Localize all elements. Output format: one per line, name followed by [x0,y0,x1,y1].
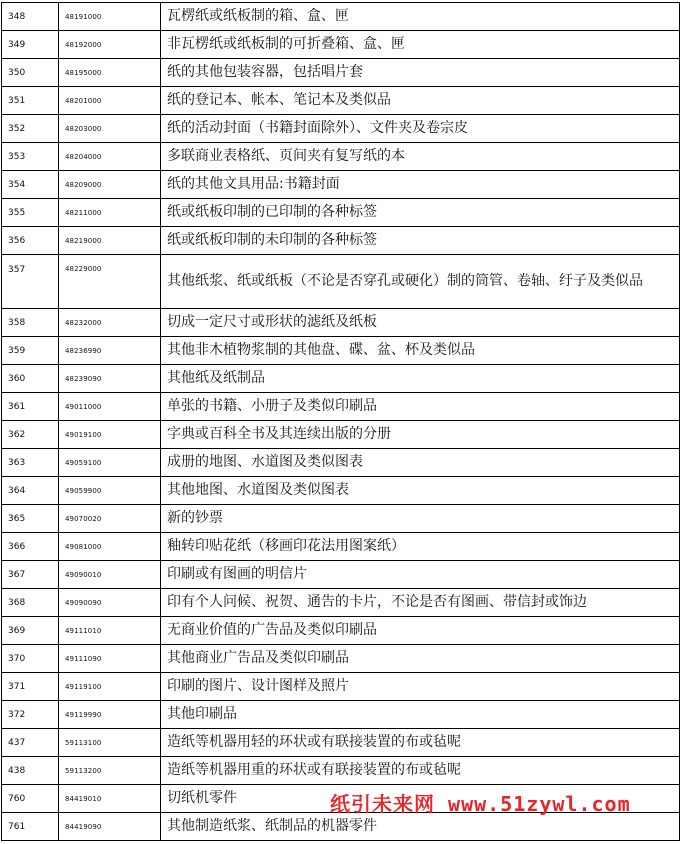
table-row [2,31,680,59]
item-description: 非瓦楞纸或纸板制的可折叠箱、盒、匣 [161,31,680,59]
item-description: 其他纸及纸制品 [161,365,680,393]
row-number: 438 [2,757,59,785]
table-row [2,199,680,227]
table-row [2,505,680,533]
hs-code: 49090090 [59,589,161,617]
table-row [2,309,680,337]
hs-code: 48209000 [59,171,161,199]
row-number: 357 [2,255,59,309]
table-row [2,561,680,589]
hs-code: 48239090 [59,365,161,393]
hs-code: 49119990 [59,701,161,729]
row-number: 364 [2,477,59,505]
row-number: 363 [2,449,59,477]
row-number: 354 [2,171,59,199]
item-description: 造纸等机器用轻的环状或有联接装置的布或毡呢 [161,729,680,757]
hs-code: 48219000 [59,227,161,255]
row-number: 361 [2,393,59,421]
table-row [2,337,680,365]
table-row [2,617,680,645]
item-description: 无商业价值的广告品及类似印刷品 [161,617,680,645]
row-number: 360 [2,365,59,393]
item-description: 纸或纸板印制的未印制的各种标签 [161,227,680,255]
row-number: 362 [2,421,59,449]
item-description: 纸的登记本、帐本、笔记本及类似品 [161,87,680,115]
table-row [2,589,680,617]
row-number: 352 [2,115,59,143]
row-number: 351 [2,87,59,115]
item-description: 多联商业表格纸、页间夹有复写纸的本 [161,143,680,171]
hs-code: 49011000 [59,393,161,421]
hs-code: 59113100 [59,729,161,757]
item-description: 瓦楞纸或纸板制的箱、盒、匣 [161,3,680,31]
item-description: 其他商业广告品及类似印刷品 [161,645,680,673]
hs-code: 48204000 [59,143,161,171]
item-description: 纸的活动封面（书籍封面除外）、文件夹及卷宗皮 [161,115,680,143]
item-description: 其他印刷品 [161,701,680,729]
row-number: 365 [2,505,59,533]
table-row [2,115,680,143]
row-number: 359 [2,337,59,365]
table-row [2,533,680,561]
item-description: 印刷或有图画的明信片 [161,561,680,589]
item-description: 其他纸浆、纸或纸板（不论是否穿孔或硬化）制的筒管、卷轴、纡子及类似品 [161,255,680,309]
table-row [2,421,680,449]
item-description: 单张的书籍、小册子及类似印刷品 [161,393,680,421]
table-row [2,143,680,171]
row-number: 356 [2,227,59,255]
item-description: 造纸等机器用重的环状或有联接装置的布或毡呢 [161,757,680,785]
item-description: 其他地图、水道图及类似图表 [161,477,680,505]
item-description: 其他制造纸浆、纸制品的机器零件 [161,813,680,841]
hs-code: 49081000 [59,533,161,561]
hs-code: 49059100 [59,449,161,477]
hs-code: 48195000 [59,59,161,87]
item-description: 釉转印贴花纸（移画印花法用图案纸） [161,533,680,561]
row-number: 372 [2,701,59,729]
row-number: 353 [2,143,59,171]
item-description: 其他非木植物浆制的其他盘、碟、盆、杯及类似品 [161,337,680,365]
item-description: 印有个人问候、祝贺、通告的卡片，不论是否有图画、带信封或饰边 [161,589,680,617]
hs-code: 84419090 [59,813,161,841]
hs-code: 49070020 [59,505,161,533]
row-number: 355 [2,199,59,227]
hs-code: 59113200 [59,757,161,785]
hs-code: 48201000 [59,87,161,115]
row-number: 760 [2,785,59,813]
table-row [2,729,680,757]
table-row [2,673,680,701]
row-number: 370 [2,645,59,673]
table-row [2,477,680,505]
item-description: 纸或纸板印制的已印制的各种标签 [161,199,680,227]
hs-code: 49111010 [59,617,161,645]
row-number: 348 [2,3,59,31]
hs-code: 48211000 [59,199,161,227]
table-row [2,449,680,477]
row-number: 366 [2,533,59,561]
item-description: 纸的其他文具用品:书籍封面 [161,171,680,199]
item-description: 切成一定尺寸或形状的滤纸及纸板 [161,309,680,337]
hs-code: 48203000 [59,115,161,143]
item-description: 新的钞票 [161,505,680,533]
hs-code: 49111090 [59,645,161,673]
item-description: 字典或百科全书及其连续出版的分册 [161,421,680,449]
item-description: 成册的地图、水道图及类似图表 [161,449,680,477]
site-watermark: 纸引未来网 www.51zywl.com [330,792,631,816]
table-row [2,255,680,309]
table-row [2,3,680,31]
hs-code: 49019100 [59,421,161,449]
hs-code: 48229000 [59,255,161,309]
customs-code-table [1,2,680,841]
row-number: 437 [2,729,59,757]
hs-code: 48191000 [59,3,161,31]
row-number: 761 [2,813,59,841]
row-number: 369 [2,617,59,645]
hs-code: 48232000 [59,309,161,337]
table-row [2,87,680,115]
hs-code: 84419010 [59,785,161,813]
table-row [2,393,680,421]
hs-code: 49119100 [59,673,161,701]
item-description: 纸的其他包装容器，包括唱片套 [161,59,680,87]
hs-code: 48192000 [59,31,161,59]
row-number: 367 [2,561,59,589]
table-body [2,3,680,841]
hs-code: 49059900 [59,477,161,505]
table-row [2,59,680,87]
row-number: 371 [2,673,59,701]
hs-code: 48236990 [59,337,161,365]
table-row [2,171,680,199]
table-row [2,365,680,393]
item-description: 印刷的图片、设计图样及照片 [161,673,680,701]
item-description: 切纸机零件 [161,785,680,813]
row-number: 349 [2,31,59,59]
hs-code: 49090010 [59,561,161,589]
row-number: 350 [2,59,59,87]
table-row [2,227,680,255]
table-row [2,757,680,785]
table-row [2,701,680,729]
table-row [2,645,680,673]
row-number: 368 [2,589,59,617]
row-number: 358 [2,309,59,337]
